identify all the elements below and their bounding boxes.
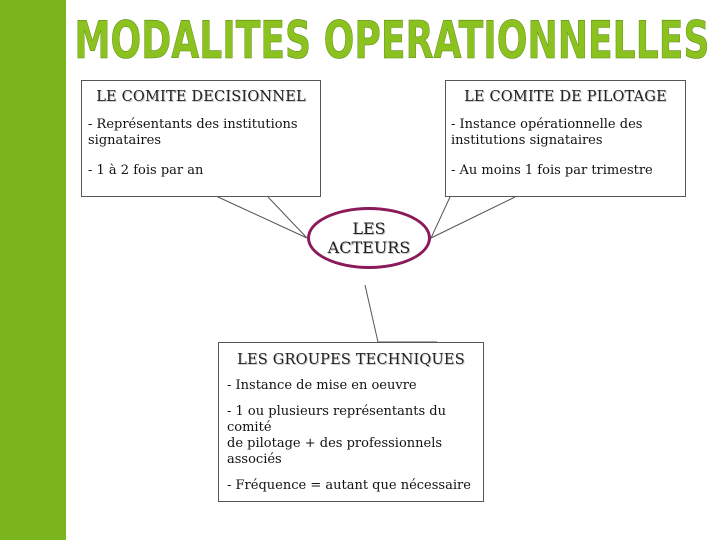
groupes-techniques-item1: - Instance de mise en oeuvre (227, 378, 417, 393)
comite-decisionnel-item1-line1: - Représentants des institutions (88, 117, 298, 132)
comite-pilotage-header: LE COMITE DE PILOTAGE (464, 89, 667, 105)
groupes-techniques-item2-line1: - 1 ou plusieurs représentants du comité (227, 404, 446, 435)
groupes-techniques-header: LES GROUPES TECHNIQUES (237, 352, 465, 368)
comite-decisionnel-header: LE COMITE DECISIONNEL (96, 89, 306, 105)
acteurs-line2: ACTEURS (327, 238, 411, 257)
comite-decisionnel-item1-line2: signataires (88, 133, 161, 148)
groupes-techniques-item3: - Fréquence = autant que nécessaire (227, 478, 471, 493)
connector-bottom (365, 285, 437, 342)
groupes-techniques-box (218, 342, 484, 502)
groupes-techniques-item2-line2: de pilotage + des professionnels (227, 436, 443, 451)
comite-decisionnel-item2: - 1 à 2 fois par an (88, 163, 204, 178)
acteurs-line1: LES (352, 219, 386, 238)
comite-pilotage-item1-line2: institutions signataires (451, 133, 603, 148)
connector-left (218, 197, 307, 238)
comite-decisionnel-box (81, 80, 321, 197)
comite-pilotage-box (445, 80, 686, 197)
comite-pilotage-item2: - Au moins 1 fois par trimestre (451, 163, 653, 178)
groupes-techniques-item2-line3: associés (227, 452, 282, 467)
acteurs-ellipse (307, 207, 431, 269)
comite-pilotage-item1-line1: - Instance opérationnelle des (451, 117, 643, 132)
connector-right (431, 197, 515, 238)
page-title-text: MODALITES OPERATIONNELLES (74, 11, 710, 66)
